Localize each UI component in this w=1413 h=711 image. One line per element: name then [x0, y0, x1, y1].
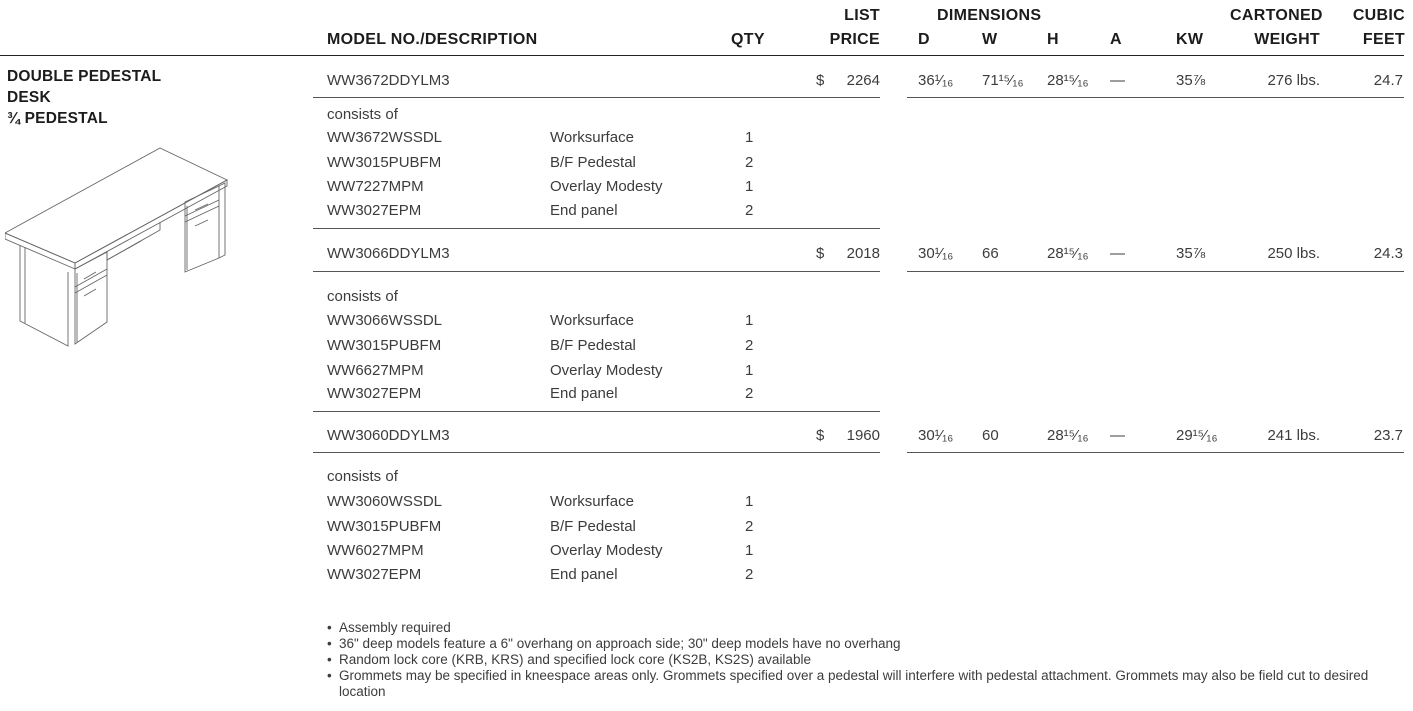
dimension-a: —	[1110, 72, 1125, 89]
part-code: WW3027EPM	[327, 385, 422, 402]
row-divider	[907, 452, 1404, 453]
product-title-line-3: ¾ PEDESTAL	[7, 110, 108, 127]
part-description: Overlay Modesty	[550, 542, 663, 559]
part-description: End panel	[550, 385, 618, 402]
header-d: D	[918, 31, 930, 48]
part-qty: 1	[745, 312, 754, 329]
part-qty: 2	[745, 202, 754, 219]
part-description: Worksurface	[550, 312, 634, 329]
list-price: 2018	[846, 245, 880, 262]
dimension-a: —	[1110, 245, 1125, 262]
part-code: WW3015PUBFM	[327, 337, 442, 354]
row-divider	[313, 97, 880, 98]
part-description: Overlay Modesty	[550, 362, 663, 379]
part-qty: 1	[745, 493, 754, 510]
header-feet: FEET	[1362, 31, 1405, 48]
list-price: 1960	[846, 427, 880, 444]
part-qty: 2	[745, 518, 754, 535]
consists-of-label: consists of	[327, 468, 398, 485]
row-divider	[907, 97, 1404, 98]
header-model-description: MODEL NO./DESCRIPTION	[327, 31, 538, 48]
part-code: WW7227MPM	[327, 178, 424, 195]
dimension-w: 60	[982, 427, 999, 444]
list-price: 2264	[846, 72, 880, 89]
part-description: Worksurface	[550, 129, 634, 146]
block-divider	[313, 228, 880, 229]
dimension-h: 28¹⁵⁄₁₆	[1047, 427, 1089, 444]
row-divider	[313, 271, 880, 272]
header-kw: KW	[1176, 31, 1204, 48]
note-item: • Random lock core (KRB, KRS) and specified lock core (KS2B, KS2S) available	[327, 652, 1407, 668]
header-divider	[0, 55, 1404, 56]
part-code: WW3027EPM	[327, 202, 422, 219]
part-qty: 1	[745, 178, 754, 195]
part-qty: 1	[745, 129, 754, 146]
part-description: Worksurface	[550, 493, 634, 510]
header-qty: QTY	[731, 31, 765, 48]
block-divider	[313, 411, 880, 412]
part-description: End panel	[550, 566, 618, 583]
notes-list	[327, 620, 1407, 700]
part-code: WW3015PUBFM	[327, 154, 442, 171]
note-item: • Grommets may be specified in kneespace areas only. Grommets specified over a pedestal will interfere with pedestal attachment. Grommets may also be field cut to desired location	[327, 668, 1407, 700]
dimension-kw: 29¹⁵⁄₁₆	[1176, 427, 1218, 444]
part-code: WW6627MPM	[327, 362, 424, 379]
header-h: H	[1047, 31, 1059, 48]
part-code: WW6027MPM	[327, 542, 424, 559]
consists-of-label: consists of	[327, 288, 398, 305]
cubic-feet: 23.7	[1373, 427, 1403, 444]
part-code: WW3027EPM	[327, 566, 422, 583]
dimension-a: —	[1110, 427, 1125, 444]
part-code: WW3060WSSDL	[327, 493, 443, 510]
note-item: • 36" deep models feature a 6" overhang on approach side; 30" deep models have no overhang	[327, 636, 1407, 652]
header-weight: WEIGHT	[1254, 31, 1320, 48]
cartoned-weight: 241 lbs.	[1267, 427, 1320, 444]
part-description: End panel	[550, 202, 618, 219]
part-qty: 1	[745, 362, 754, 379]
dimension-h: 28¹⁵⁄₁₆	[1047, 245, 1089, 262]
part-description: B/F Pedestal	[550, 518, 636, 535]
currency-symbol: $	[816, 245, 825, 262]
part-qty: 1	[745, 542, 754, 559]
dimension-d: 36¹⁄₁₆	[918, 72, 954, 89]
model-number: WW3066DDYLM3	[327, 245, 450, 262]
currency-symbol: $	[816, 72, 825, 89]
cartoned-weight: 250 lbs.	[1267, 245, 1320, 262]
header-a: A	[1110, 31, 1122, 48]
dimension-d: 30¹⁄₁₆	[918, 245, 954, 262]
header-dimensions: DIMENSIONS	[937, 7, 1042, 24]
part-qty: 2	[745, 385, 754, 402]
desk-illustration	[5, 146, 230, 351]
part-description: B/F Pedestal	[550, 337, 636, 354]
part-qty: 2	[745, 154, 754, 171]
cartoned-weight: 276 lbs.	[1267, 72, 1320, 89]
header-price: PRICE	[829, 31, 880, 48]
currency-symbol: $	[816, 427, 825, 444]
part-qty: 2	[745, 337, 754, 354]
dimension-d: 30¹⁄₁₆	[918, 427, 954, 444]
header-cubic: CUBIC	[1352, 7, 1405, 24]
part-description: Overlay Modesty	[550, 178, 663, 195]
part-code: WW3672WSSDL	[327, 129, 443, 146]
model-number: WW3060DDYLM3	[327, 427, 450, 444]
cubic-feet: 24.7	[1373, 72, 1403, 89]
model-number: WW3672DDYLM3	[327, 72, 450, 89]
row-divider	[907, 271, 1404, 272]
cubic-feet: 24.3	[1373, 245, 1403, 262]
part-code: WW3066WSSDL	[327, 312, 443, 329]
part-qty: 2	[745, 566, 754, 583]
consists-of-label: consists of	[327, 106, 398, 123]
row-divider	[313, 452, 880, 453]
dimension-w: 66	[982, 245, 999, 262]
part-code: WW3015PUBFM	[327, 518, 442, 535]
product-title	[7, 66, 161, 129]
dimension-kw: 35⅞	[1176, 72, 1206, 89]
note-item: • Assembly required	[327, 620, 1407, 636]
header-w: W	[982, 31, 998, 48]
header-cartoned: CARTONED	[1230, 7, 1323, 24]
dimension-kw: 35⅞	[1176, 245, 1206, 262]
product-title-line-1: DOUBLE PEDESTAL	[7, 68, 162, 85]
part-description: B/F Pedestal	[550, 154, 636, 171]
product-title-line-2: DESK	[7, 89, 51, 106]
dimension-h: 28¹⁵⁄₁₆	[1047, 72, 1089, 89]
header-list: LIST	[844, 7, 880, 24]
dimension-w: 71¹⁵⁄₁₆	[982, 72, 1024, 89]
